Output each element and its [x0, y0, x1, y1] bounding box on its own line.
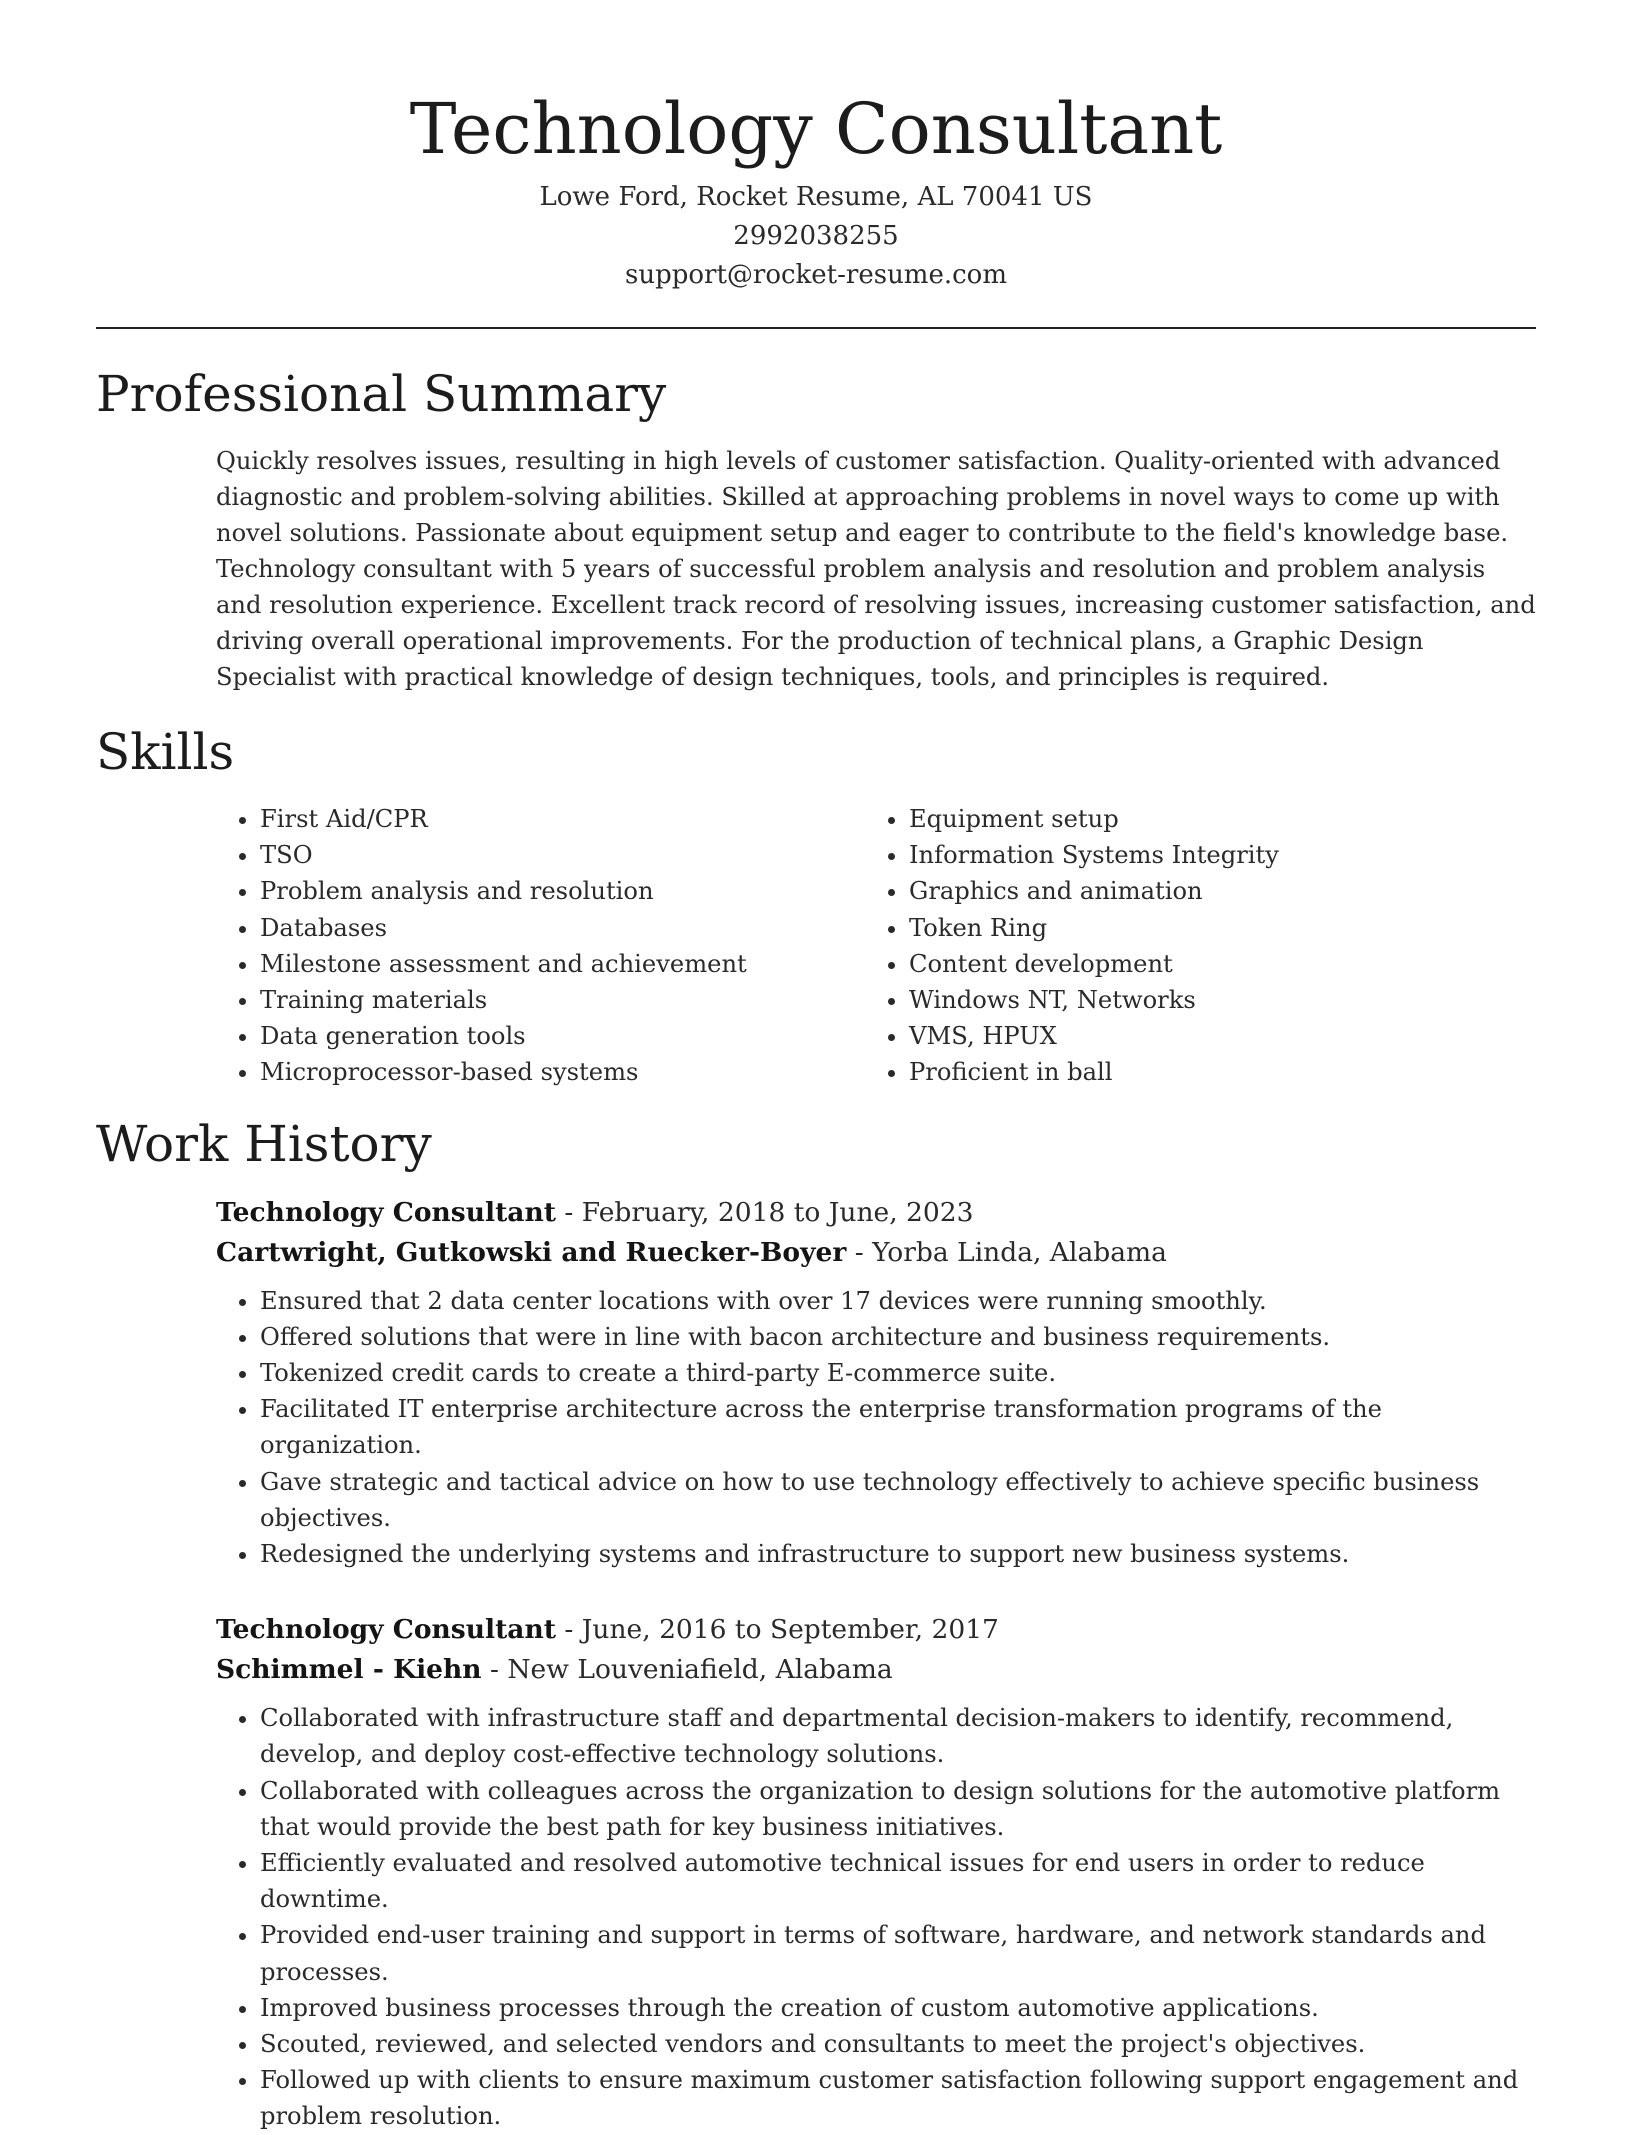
- job-location: - New Louveniafield, Alabama: [481, 1654, 893, 1686]
- job-entry: [216, 1610, 1536, 2134]
- contact-block: [96, 178, 1536, 295]
- job-title: Technology Consultant: [216, 1614, 556, 1646]
- job-dates: - February, 2018 to June, 2023: [555, 1196, 974, 1228]
- skill-item: • Equipment setup: [909, 801, 1509, 837]
- contact-email: support@rocket-resume.com: [624, 260, 1007, 290]
- job-bullet: • Scouted, reviewed, and selected vendors and consultants to meet the project's objectives.: [260, 2026, 1536, 2062]
- job-bullet: • Gave strategic and tactical advice on how to use technology effectively to achieve specific business objectives.: [260, 1464, 1536, 1536]
- job-bullet: • Improved business processes through the creation of custom automotive applications.: [260, 1990, 1536, 2026]
- skill-item: • First Aid/CPR: [260, 801, 865, 837]
- skill-item: • Databases: [260, 910, 865, 946]
- job-bullet: • Provided end-user training and support in terms of software, hardware, and network standards and processes.: [260, 1917, 1536, 1989]
- summary-text: Quickly resolves issues, resulting in high levels of customer satisfaction. Quality-oriented with advanced diagnostic and problem-solving abilities. Skilled at approaching problems in novel ways to come up with novel solutions. Passionate about equipment setup and eager to contribute to the field's knowledge base. Technology consultant with 5 years of successful problem analysis and resolution and problem analysis and resolution experience. Excellent track record of resolving issues, increasing customer satisfaction, and driving overall operational improvements. For the production of technical plans, a Graphic Design Specialist with practical knowledge of design techniques, tools, and principles is required.: [216, 447, 1536, 691]
- job-title-line: [216, 1193, 1536, 1233]
- job-bullet: • Facilitated IT enterprise architecture across the enterprise transformation programs of the organization.: [260, 1391, 1536, 1463]
- skill-item: • TSO: [260, 837, 865, 873]
- skill-item: • Data generation tools: [260, 1018, 865, 1054]
- job-bullet: • Ensured that 2 data center locations with over 17 devices were running smoothly.: [260, 1283, 1536, 1319]
- job-company-line: [216, 1650, 1536, 1690]
- job-bullet: • Collaborated with colleagues across the organization to design solutions for the automotive platform that would provide the best path for key business initiatives.: [260, 1773, 1536, 1845]
- skills-list-left: [216, 801, 865, 1091]
- skill-item: • Content development: [909, 946, 1509, 982]
- skills-section: [96, 721, 1536, 1091]
- work-history-heading: Work History: [96, 1114, 432, 1173]
- skill-item: • Token Ring: [909, 910, 1509, 946]
- job-title-line: [216, 1610, 1536, 1650]
- job-title: Technology Consultant: [216, 1196, 556, 1228]
- job-company: Cartwright, Gutkowski and Ruecker-Boyer: [216, 1236, 847, 1268]
- skills-list-right: [865, 801, 1509, 1091]
- job-bullets: [216, 1700, 1536, 2134]
- resume-page: [96, 0, 1536, 2135]
- skills-columns: [216, 801, 1536, 1091]
- job-bullet: • Tokenized credit cards to create a third-party E-commerce suite.: [260, 1355, 1536, 1391]
- job-company-line: [216, 1233, 1536, 1273]
- job-bullet: • Collaborated with infrastructure staff and departmental decision-makers to identify, recommend, develop, and deploy cost-effective technology solutions.: [260, 1700, 1536, 1772]
- job-location: - Yorba Linda, Alabama: [846, 1236, 1167, 1268]
- job-bullets: [216, 1283, 1536, 1573]
- contact-address: Lowe Ford, Rocket Resume, AL 70041 US: [539, 182, 1093, 212]
- header-divider: [96, 327, 1536, 329]
- resume-title: Technology Consultant: [409, 88, 1223, 170]
- job-dates: - June, 2016 to September, 2017: [555, 1614, 999, 1646]
- skill-item: • Milestone assessment and achievement: [260, 946, 865, 982]
- job-bullet: • Offered solutions that were in line with bacon architecture and business requirements.: [260, 1319, 1536, 1355]
- skill-item: • Problem analysis and resolution: [260, 873, 865, 909]
- skill-item: • Graphics and animation: [909, 873, 1509, 909]
- resume-header: [96, 0, 1536, 295]
- skill-item: • Microprocessor-based systems: [260, 1054, 865, 1090]
- skill-item: • Windows NT, Networks: [909, 982, 1509, 1018]
- summary-heading: Professional Summary: [96, 365, 667, 423]
- job-entry: [216, 1193, 1536, 1573]
- skill-item: • VMS, HPUX: [909, 1018, 1509, 1054]
- work-history-section: [96, 1113, 1536, 2135]
- job-bullet: • Efficiently evaluated and resolved automotive technical issues for end users in order to reduce downtime.: [260, 1845, 1536, 1917]
- job-bullet: • Redesigned the underlying systems and infrastructure to support new business systems.: [260, 1536, 1536, 1572]
- contact-phone: 2992038255: [733, 221, 899, 251]
- job-bullet: • Followed up with clients to ensure maximum customer satisfaction following support engagement and problem resolution.: [260, 2062, 1536, 2134]
- skills-heading: Skills: [96, 723, 235, 781]
- skill-item: • Training materials: [260, 982, 865, 1018]
- skill-item: • Information Systems Integrity: [909, 837, 1509, 873]
- skill-item: • Proficient in ball: [909, 1054, 1509, 1090]
- summary-section: [96, 363, 1536, 695]
- job-company: Schimmel - Kiehn: [216, 1654, 482, 1686]
